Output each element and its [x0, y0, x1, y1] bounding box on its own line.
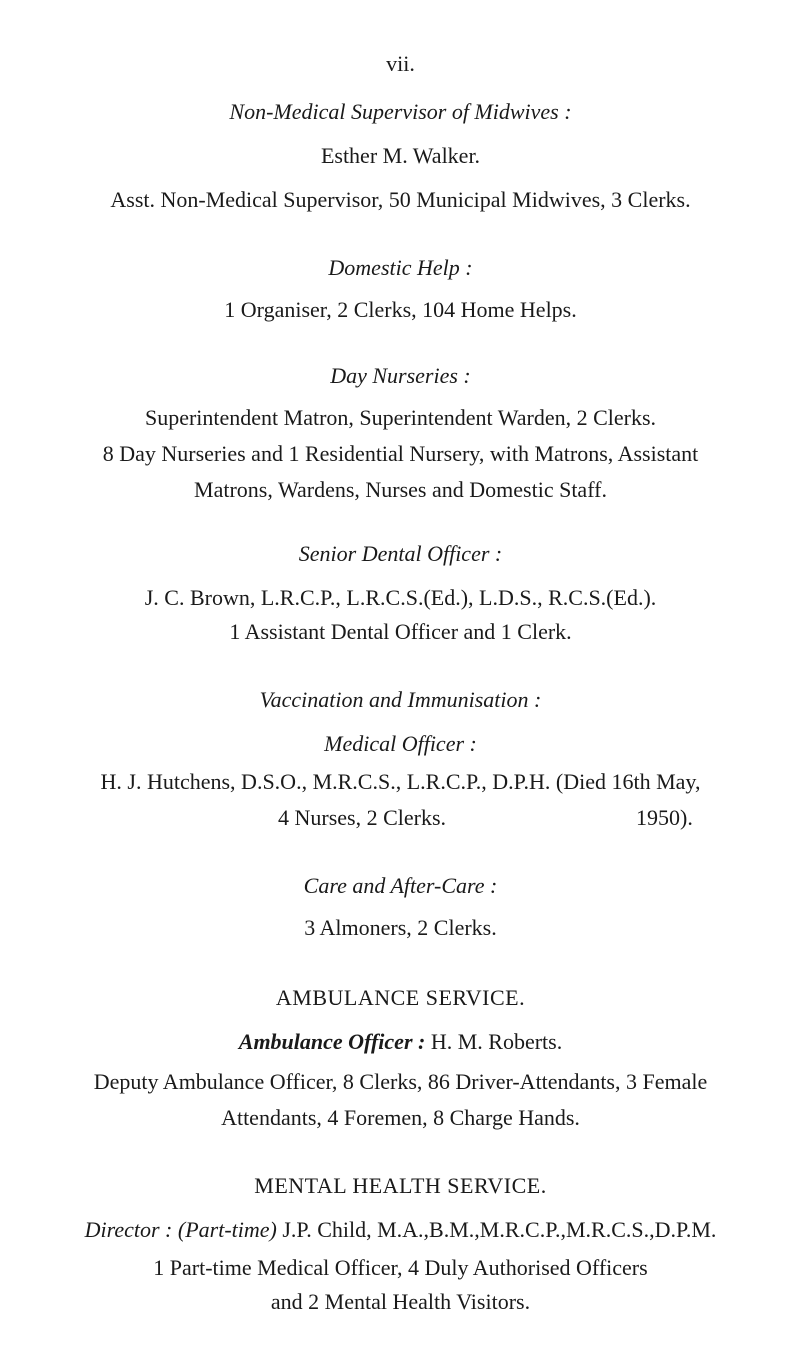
- day-nurseries-line-1: Superintendent Matron, Superintendent Warden, 2 Clerks.: [144, 405, 657, 430]
- ambulance-officer-line: [0, 1028, 801, 1056]
- day-nurseries-line-3: Matrons, Wardens, Nurses and Domestic Staff.: [194, 477, 607, 502]
- domestic-help-heading: Domestic Help :: [328, 255, 473, 280]
- page-number: vii.: [386, 51, 415, 76]
- vaccination-staff: 4 Nurses, 2 Clerks.: [278, 805, 447, 830]
- day-nurseries-heading: Day Nurseries :: [330, 363, 471, 388]
- vaccination-subheading: Medical Officer :: [324, 731, 477, 756]
- mental-health-title: MENTAL HEALTH SERVICE.: [254, 1173, 547, 1198]
- mental-health-director-line: [0, 1216, 801, 1244]
- ambulance-officer-name: H. M. Roberts.: [430, 1029, 563, 1054]
- ambulance-staff-line-2: Attendants, 4 Foremen, 8 Charge Hands.: [221, 1105, 580, 1130]
- midwives-staff: Asst. Non-Medical Supervisor, 50 Municipal Midwives, 3 Clerks.: [110, 187, 691, 212]
- vaccination-year: 1950).: [636, 805, 693, 830]
- mental-health-staff-line-1: 1 Part-time Medical Officer, 4 Duly Authorised Officers: [153, 1255, 648, 1280]
- dental-officer-name: J. C. Brown, L.R.C.P., L.R.C.S.(Ed.), L.D.S., R.C.S.(Ed.).: [144, 585, 657, 610]
- care-staff: 3 Almoners, 2 Clerks.: [304, 915, 497, 940]
- midwives-heading: Non-Medical Supervisor of Midwives :: [229, 99, 572, 124]
- dental-heading: Senior Dental Officer :: [298, 541, 503, 566]
- mental-health-director-name: J.P. Child, M.A.,B.M.,M.R.C.P.,M.R.C.S.,D.P.M.: [282, 1217, 717, 1242]
- ambulance-staff-line-1: Deputy Ambulance Officer, 8 Clerks, 86 Driver-Attendants, 3 Female: [93, 1069, 708, 1094]
- mental-health-part-time: (Part-time): [177, 1217, 277, 1242]
- vaccination-heading: Vaccination and Immunisation :: [259, 687, 542, 712]
- domestic-help-staff: 1 Organiser, 2 Clerks, 104 Home Helps.: [224, 297, 577, 322]
- vaccination-officer-line: H. J. Hutchens, D.S.O., M.R.C.S., L.R.C.P., D.P.H. (Died 16th May,: [100, 769, 701, 794]
- care-heading: Care and After-Care :: [303, 873, 498, 898]
- dental-staff: 1 Assistant Dental Officer and 1 Clerk.: [229, 619, 572, 644]
- ambulance-officer-label: Ambulance Officer :: [238, 1029, 426, 1054]
- ambulance-title: AMBULANCE SERVICE.: [275, 985, 526, 1010]
- mental-health-staff-line-2: and 2 Mental Health Visitors.: [270, 1289, 531, 1314]
- mental-health-director-label: Director :: [84, 1217, 173, 1242]
- midwives-supervisor-name: Esther M. Walker.: [320, 143, 481, 168]
- day-nurseries-line-2: 8 Day Nurseries and 1 Residential Nursery, with Matrons, Assistant: [102, 441, 699, 466]
